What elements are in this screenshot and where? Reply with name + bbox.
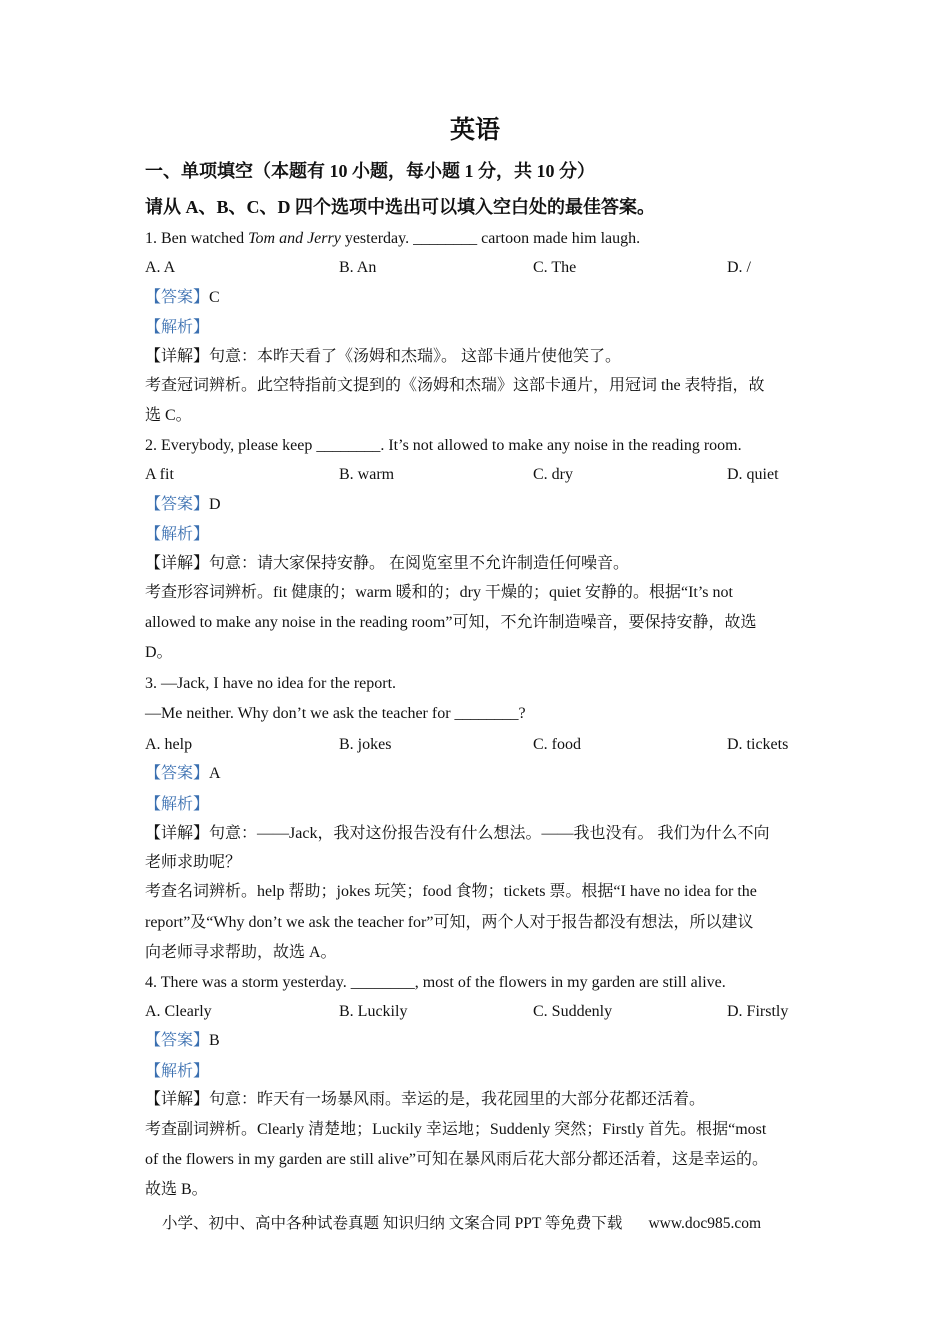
question-3-detail-line-2: 老师求助呢？: [145, 854, 242, 871]
footer-text: 小学、初中、高中各种试卷真题 知识归纳 文案合同 PPT 等免费下载: [162, 1215, 623, 1232]
question-1-answer: 【答案】C: [145, 289, 220, 306]
section-heading: 一、单项填空（本题有 10 小题，每小题 1 分，共 10 分）: [145, 161, 595, 181]
question-3-option-b: B. jokes: [339, 736, 392, 753]
question-3-option-a: A. help: [145, 736, 193, 753]
question-2-explain-line: D。: [145, 644, 173, 661]
question-4-analysis-label: 【解析】: [145, 1063, 210, 1080]
question-3-answer: 【答案】A: [145, 765, 221, 782]
footer-site-link[interactable]: www.doc985.com: [648, 1215, 762, 1232]
question-3-option-c: C. food: [533, 736, 581, 753]
question-3-explain-line: report”及“Why don’t we ask the teacher for”可知，两个人对于报告都没有想法，所以建议: [145, 914, 754, 931]
question-2-stem: 2. Everybody, please keep ________. It’s not allowed to make any noise in the reading room.: [145, 437, 742, 454]
question-4-answer: 【答案】B: [145, 1032, 220, 1049]
question-2-detail: 【详解】句意：请大家保持安静。 在阅览室里不允许制造任何噪音。: [145, 555, 630, 572]
question-4-option-a: A. Clearly: [145, 1003, 212, 1020]
page-title: 英语: [449, 117, 500, 144]
question-1-explain-line: 考查冠词辨析。此空特指前文提到的《汤姆和杰瑞》这部卡通片，用冠词 the 表特指，故: [145, 377, 765, 394]
section-instruction: 请从 A、B、C、D 四个选项中选出可以填入空白处的最佳答案。: [145, 197, 656, 217]
question-3-option-d: D. tickets: [727, 736, 789, 753]
question-4-explain-line: 考查副词辨析。Clearly 清楚地；Luckily 幸运地；Suddenly 突然；Firstly 首先。根据“most: [145, 1121, 767, 1138]
question-3-stem-line-2: —Me neither. Why don’t we ask the teacher for ________?: [145, 705, 526, 722]
question-4-option-b: B. Luckily: [339, 1003, 408, 1020]
question-2-explain-line: 考查形容词辨析。fit 健康的；warm 暖和的；dry 干燥的；quiet 安静的。根据“It’s not: [145, 584, 733, 601]
question-3-stem: 3. —Jack, I have no idea for the report.: [145, 675, 397, 692]
question-4-option-d: D. Firstly: [727, 1003, 789, 1020]
question-2-option-c: C. dry: [533, 466, 573, 483]
question-4-option-c: C. Suddenly: [533, 1003, 613, 1020]
question-1-detail: 【详解】句意：本昨天看了《汤姆和杰瑞》。 这部卡通片使他笑了。: [145, 348, 622, 365]
question-1-option-a: A. A: [145, 259, 176, 276]
question-1-option-b: B. An: [339, 259, 377, 276]
question-1-option-c: C. The: [533, 259, 577, 276]
question-4-explain-line: 故选 B。: [145, 1181, 208, 1198]
question-3-detail: 【详解】句意：——Jack，我对这份报告没有什么想法。——我也没有。 我们为什么不向: [145, 825, 770, 842]
question-3-explain-line: 考查名词辨析。help 帮助；jokes 玩笑；food 食物；tickets 票。根据“I have no idea for the: [145, 883, 757, 900]
question-1-option-d: D. /: [727, 259, 751, 276]
question-1-analysis-label: 【解析】: [145, 319, 210, 336]
question-3-analysis-label: 【解析】: [145, 796, 210, 813]
question-4-explain-line: of the flowers in my garden are still alive”可知在暴风雨后花大部分都还活着，这是幸运的。: [145, 1151, 769, 1168]
page-footer: [162, 1212, 761, 1236]
question-2-answer: 【答案】D: [145, 496, 221, 513]
question-1-stem: 1. Ben watched Tom and Jerry yesterday. ________ cartoon made him laugh.: [145, 230, 641, 247]
question-2-explain-line: allowed to make any noise in the reading room”可知，不允许制造噪音，要保持安静，故选: [145, 614, 757, 631]
question-2-option-a: A fit: [145, 466, 174, 483]
question-1-explain-line: 选 C。: [145, 407, 192, 424]
question-3-explain-line: 向老师寻求帮助，故选 A。: [145, 944, 337, 961]
question-4-stem: 4. There was a storm yesterday. ________, most of the flowers in my garden are still alive.: [145, 974, 726, 991]
question-2-option-d: D. quiet: [727, 466, 779, 483]
question-4-detail: 【详解】句意：昨天有一场暴风雨。幸运的是，我花园里的大部分花都还活着。: [145, 1091, 706, 1108]
question-2-analysis-label: 【解析】: [145, 526, 210, 543]
question-2-option-b: B. warm: [339, 466, 395, 483]
